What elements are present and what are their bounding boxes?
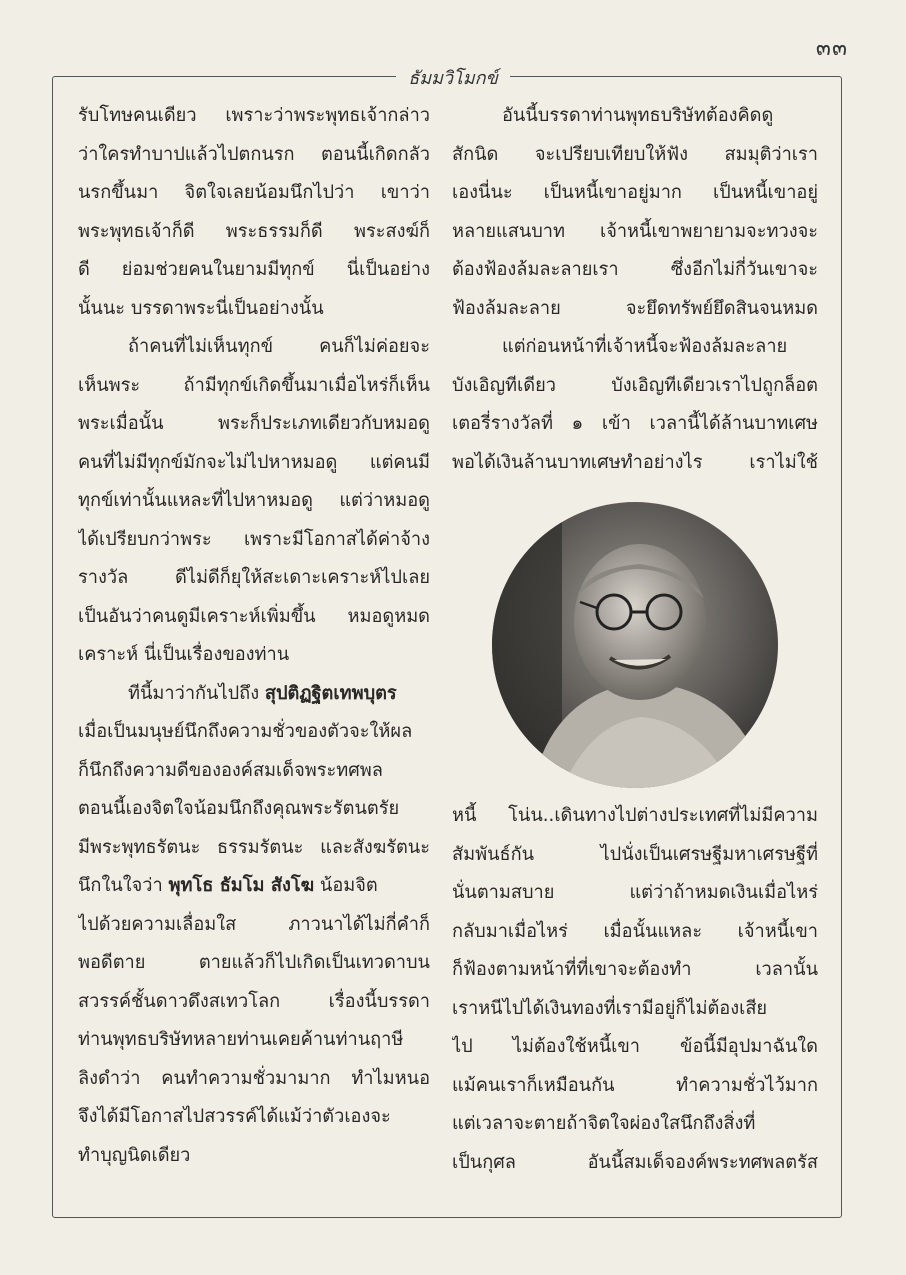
text-line: ได้เปรียบกว่าพระ เพราะมีโอกาสได้ค่าจ้าง xyxy=(78,528,430,550)
text-line: สัมพันธ์กัน ไปนั่งเป็นเศรษฐีมหาเศรษฐีที่ xyxy=(452,843,818,865)
text-line: พระเมื่อนั้น พระก็ประเภทเดียวกับหมอดู xyxy=(78,413,430,434)
text-line: ไปด้วยความเลื่อมใส ภาวนาได้ไม่กี่คำก็ xyxy=(78,913,430,935)
text-line: ทุกข์เท่านั้นแหละที่ไปหาหมอดู แต่ว่าหมอดู xyxy=(78,490,430,511)
text-line: แม้คนเราก็เหมือนกัน ทำความชั่วไว้มาก xyxy=(452,1074,818,1096)
text-line: บังเอิญทีเดียว บังเอิญทีเดียวเราไปถูกล็อต xyxy=(452,374,818,396)
text-line: ไป ไม่ต้องใช้หนี้เขา ข้อนี้มีอุปมาฉันใด xyxy=(452,1036,818,1057)
text-line: นรกขึ้นมา จิตใจเลยน้อมนึกไปว่า เขาว่า xyxy=(78,182,430,203)
text-line: เป็นกุศล อันนี้สมเด็จองค์พระทศพลตรัส xyxy=(452,1151,818,1173)
text-line: นั้นนะ บรรดาพระนี่เป็นอย่างนั้น xyxy=(78,297,324,319)
text-line: เตอรี่รางวัลที่ ๑ เข้า เวลานี้ได้ล้านบาทเศษ xyxy=(452,413,818,434)
text-line: รางวัล ดีไม่ดีก็ยุให้สะเดาะเคราะห์ไปเลย xyxy=(78,567,430,588)
text-line: เห็นพระ ถ้ามีทุกข์เกิดขึ้นมาเมื่อไหร่ก็เห็น xyxy=(78,374,430,396)
text-segment: ทีนี้มาว่ากันไปถึง xyxy=(128,682,265,704)
text-line xyxy=(78,867,430,906)
text-line: พระพุทธเจ้าก็ดี พระธรรมก็ดี พระสงฆ์ก็ xyxy=(78,220,430,242)
portrait-icon xyxy=(492,502,778,788)
text-line xyxy=(78,675,430,714)
text-line: จึงได้มีโอกาสไปสวรรค์ได้แม้ว่าตัวเองจะ xyxy=(78,1106,391,1127)
text-line: สักนิด จะเปรียบเทียบให้ฟัง สมมุติว่าเรา xyxy=(452,143,818,165)
text-line: เองนี่นะ เป็นหนี้เขาอยู่มาก เป็นหนี้เขาอยู่ xyxy=(452,182,818,203)
text-line: ว่าใครทำบาปแล้วไปตกนรก ตอนนี้เกิดกลัว xyxy=(78,143,430,165)
text-line: สวรรค์ชั้นดาวดึงสเทวโลก เรื่องนี้บรรดา xyxy=(78,990,430,1012)
text-line: ทำบุญนิดเดียว xyxy=(78,1144,191,1166)
text-line: เป็นอันว่าคนดูมีเคราะห์เพิ่มขึ้น หมอดูหมด xyxy=(78,605,430,627)
text-line: ฟ้องล้มละลาย จะยึดทรัพย์ยึดสินจนหมด xyxy=(452,297,818,319)
page-header-title: ธัมมวิโมกข์ xyxy=(396,68,510,89)
text-line: เมื่อเป็นมนุษย์นึกถึงความชั่วของตัวจะให้ผล xyxy=(78,721,413,742)
text-line: ลิงดำว่า คนทำความชั่วมามาก ทำไมหนอ xyxy=(78,1067,430,1089)
text-line: แต่ก่อนหน้าที่เจ้าหนี้จะฟ้องล้มละลาย xyxy=(502,336,788,357)
text-segment: น้อมจิต xyxy=(314,875,378,896)
monk-portrait-photo xyxy=(492,502,778,788)
text-line: ก็ฟ้องตามหน้าที่ที่เขาจะต้องทำ เวลานั้น xyxy=(452,959,818,980)
deity-name: สุปติฏฐิตเทพบุตร xyxy=(264,682,397,704)
text-line: แต่เวลาจะตายถ้าจิตใจผ่องใสนึกถึงสิ่งที่ xyxy=(452,1113,756,1134)
text-line: กลับมาเมื่อไหร่ เมื่อนั้นแหละ เจ้าหนี้เขา xyxy=(452,920,818,942)
left-column xyxy=(78,97,430,1175)
text-line: รับโทษคนเดียว เพราะว่าพระพุทธเจ้ากล่าว xyxy=(78,105,430,126)
mantra-text: พุทโธ ธัมโม สังโฆ xyxy=(168,875,315,896)
text-line: พอได้เงินล้านบาทเศษทำอย่างไร เราไม่ใช้ xyxy=(452,451,818,473)
text-line: ถ้าคนที่ไม่เห็นทุกข์ คนก็ไม่ค่อยจะ xyxy=(128,336,430,357)
text-line: มีพระพุทธรัตนะ ธรรมรัตนะ และสังฆรัตนะ xyxy=(78,836,430,858)
text-line: พอดีตาย ตายแล้วก็ไปเกิดเป็นเทวดาบน xyxy=(78,952,430,973)
text-line: ก็นึกถึงความดีขององค์สมเด็จพระทศพล xyxy=(78,759,383,781)
text-line: ตอนนี้เองจิตใจน้อมนึกถึงคุณพระรัตนตรัย xyxy=(78,798,400,819)
text-line: คนที่ไม่มีทุกข์มักจะไม่ไปหาหมอดู แต่คนมี xyxy=(78,451,430,473)
text-line: หนี้ โน่น..เดินทางไปต่างประเทศที่ไม่มีความ xyxy=(452,805,818,826)
text-line: ดี ย่อมช่วยคนในยามมีทุกข์ นี่เป็นอย่าง xyxy=(78,259,430,280)
text-line: เราหนีไปได้เงินทองที่เรามีอยู่ก็ไม่ต้องเสีย xyxy=(452,997,768,1019)
page-number: ๓๓ xyxy=(815,36,848,61)
text-line: ท่านพุทธบริษัทหลายท่านเคยค้านท่านฤาษี xyxy=(78,1029,404,1050)
text-segment: นึกในใจว่า xyxy=(78,875,169,896)
right-column-top xyxy=(452,97,818,482)
text-line: ต้องฟ้องล้มละลายเรา ซึ่งอีกไม่กี่วันเขาจะ xyxy=(452,259,818,280)
right-column-bottom xyxy=(452,797,818,1182)
text-line: หลายแสนบาท เจ้าหนี้เขาพยายามจะทวงจะ xyxy=(452,220,818,242)
text-line: เคราะห์ นี่เป็นเรื่องของท่าน xyxy=(78,644,290,665)
text-line: อันนี้บรรดาท่านพุทธบริษัทต้องคิดดู xyxy=(502,105,774,126)
text-line: นั่นตามสบาย แต่ว่าถ้าหมดเงินเมื่อไหร่ xyxy=(452,882,818,903)
